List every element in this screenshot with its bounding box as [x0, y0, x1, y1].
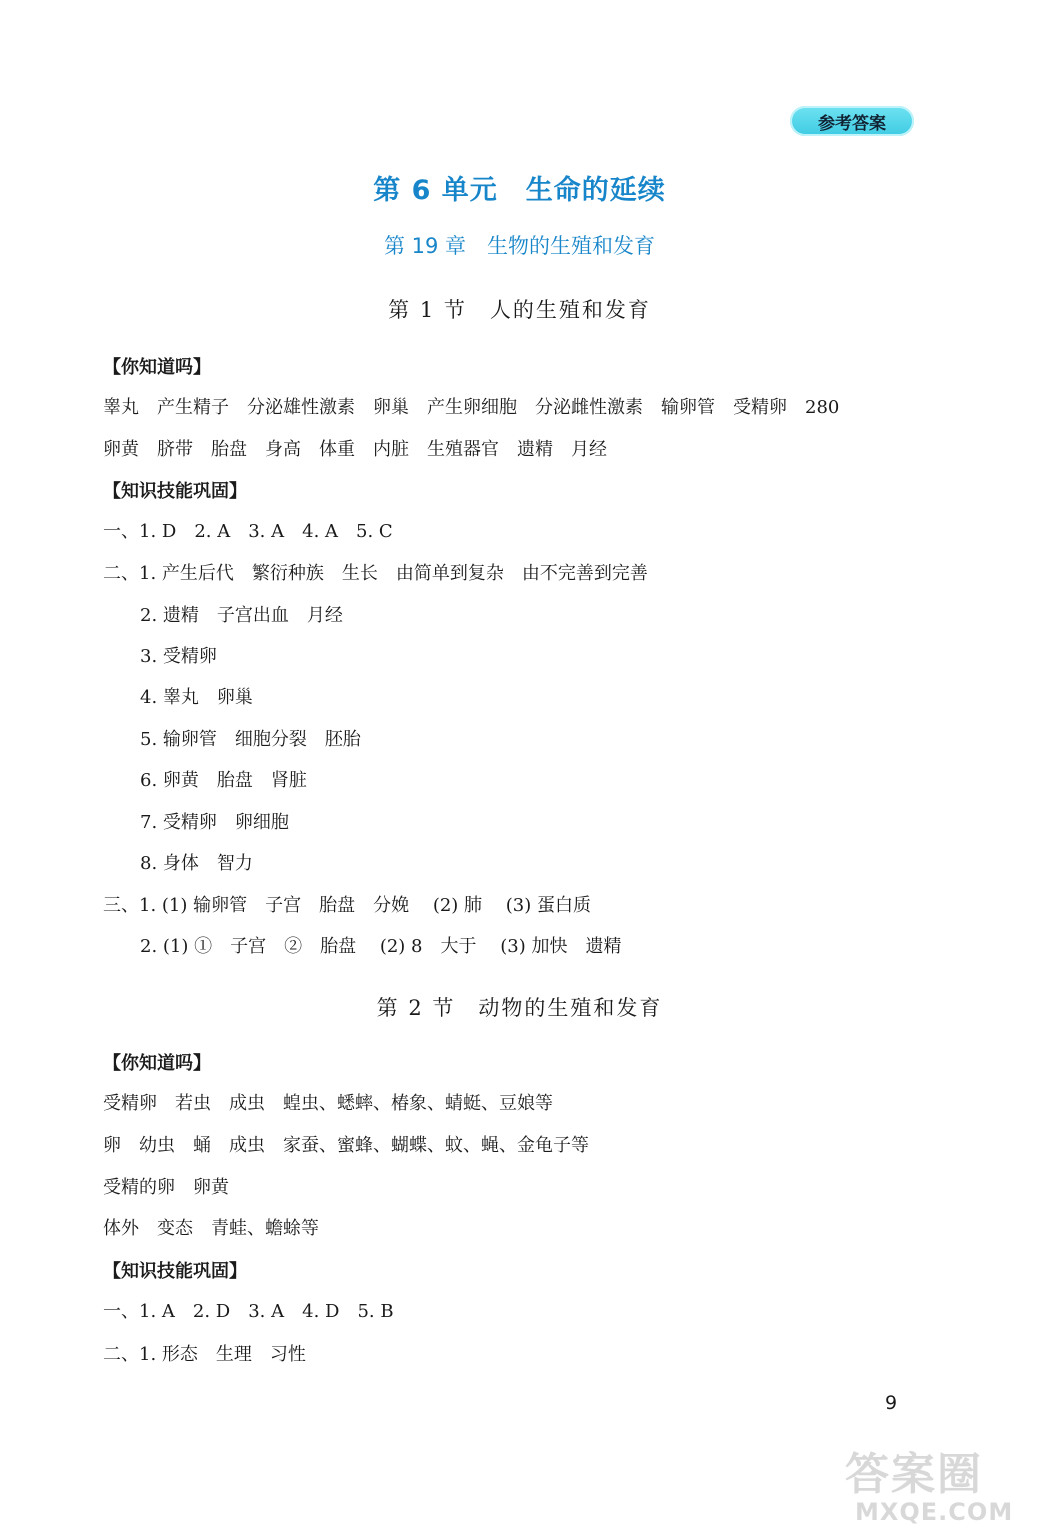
- section-1-answer-line: 三、1. (1) 输卵管 子宫 胎盘 分娩 (2) 肺 (3) 蛋白质: [103, 895, 591, 916]
- chapter-title: 第 19 章 生物的生殖和发育: [383, 234, 656, 258]
- section-2-know-line: 受精卵 若虫 成虫 蝗虫、蟋蟀、椿象、蜻蜓、豆娘等: [103, 1093, 553, 1114]
- section-1-answer-line: 一、1. D 2. A 3. A 4. A 5. C: [103, 521, 393, 542]
- section-1-know-line-2: 卵黄 脐带 胎盘 身高 体重 内脏 生殖器官 遗精 月经: [103, 439, 607, 460]
- unit-title: 第 6 单元 生命的延续: [373, 175, 666, 206]
- section-2-know-line: 体外 变态 青蛙、蟾蜍等: [103, 1218, 319, 1239]
- section-2-answer-line: 二、1. 形态 生理 习性: [103, 1344, 306, 1365]
- section-1-know-heading: 【你知道吗】: [103, 357, 211, 378]
- page-number: 9: [885, 1392, 898, 1414]
- section-1-skills-heading: 【知识技能巩固】: [103, 481, 247, 502]
- section-1-answer-line: 3. 受精卵: [140, 646, 217, 667]
- watermark-text-top: 答案圈: [845, 1449, 983, 1500]
- section-1-answer-line: 8. 身体 智力: [140, 853, 253, 874]
- section-2-know-line: 卵 幼虫 蛹 成虫 家蚕、蜜蜂、蝴蝶、蚊、蝇、金龟子等: [103, 1135, 589, 1156]
- section-1-answer-line: 4. 睾丸 卵巢: [140, 687, 253, 708]
- answer-key-badge: 参考答案: [790, 106, 914, 136]
- section-1-answer-line: 6. 卵黄 胎盘 肾脏: [140, 770, 307, 791]
- section-1-answer-line: 2. 遗精 子宫出血 月经: [140, 605, 343, 626]
- section-1-answer-line: 5. 输卵管 细胞分裂 胚胎: [140, 729, 361, 750]
- section-1-know-line-1: 睾丸 产生精子 分泌雄性激素 卵巢 产生卵细胞 分泌雌性激素 输卵管 受精卵 280: [103, 397, 840, 418]
- watermark-text-bottom: MXQE.COM: [855, 1498, 1014, 1526]
- section-2-know-heading: 【你知道吗】: [103, 1053, 211, 1074]
- section-2-skills-heading: 【知识技能巩固】: [103, 1261, 247, 1282]
- watermark-logo: [845, 1438, 1035, 1533]
- section-1-answer-line: 2. (1) ① 子宫 ② 胎盘 (2) 8 大于 (3) 加快 遗精: [140, 936, 622, 957]
- section-2-title: 第 2 节 动物的生殖和发育: [376, 996, 663, 1020]
- section-1-title: 第 1 节 人的生殖和发育: [388, 298, 651, 322]
- section-2-know-line: 受精的卵 卵黄: [103, 1177, 229, 1198]
- section-1-answer-line: 二、1. 产生后代 繁衍种族 生长 由简单到复杂 由不完善到完善: [103, 563, 648, 584]
- section-2-answer-line: 一、1. A 2. D 3. A 4. D 5. B: [103, 1301, 394, 1322]
- section-1-answer-line: 7. 受精卵 卵细胞: [140, 812, 289, 833]
